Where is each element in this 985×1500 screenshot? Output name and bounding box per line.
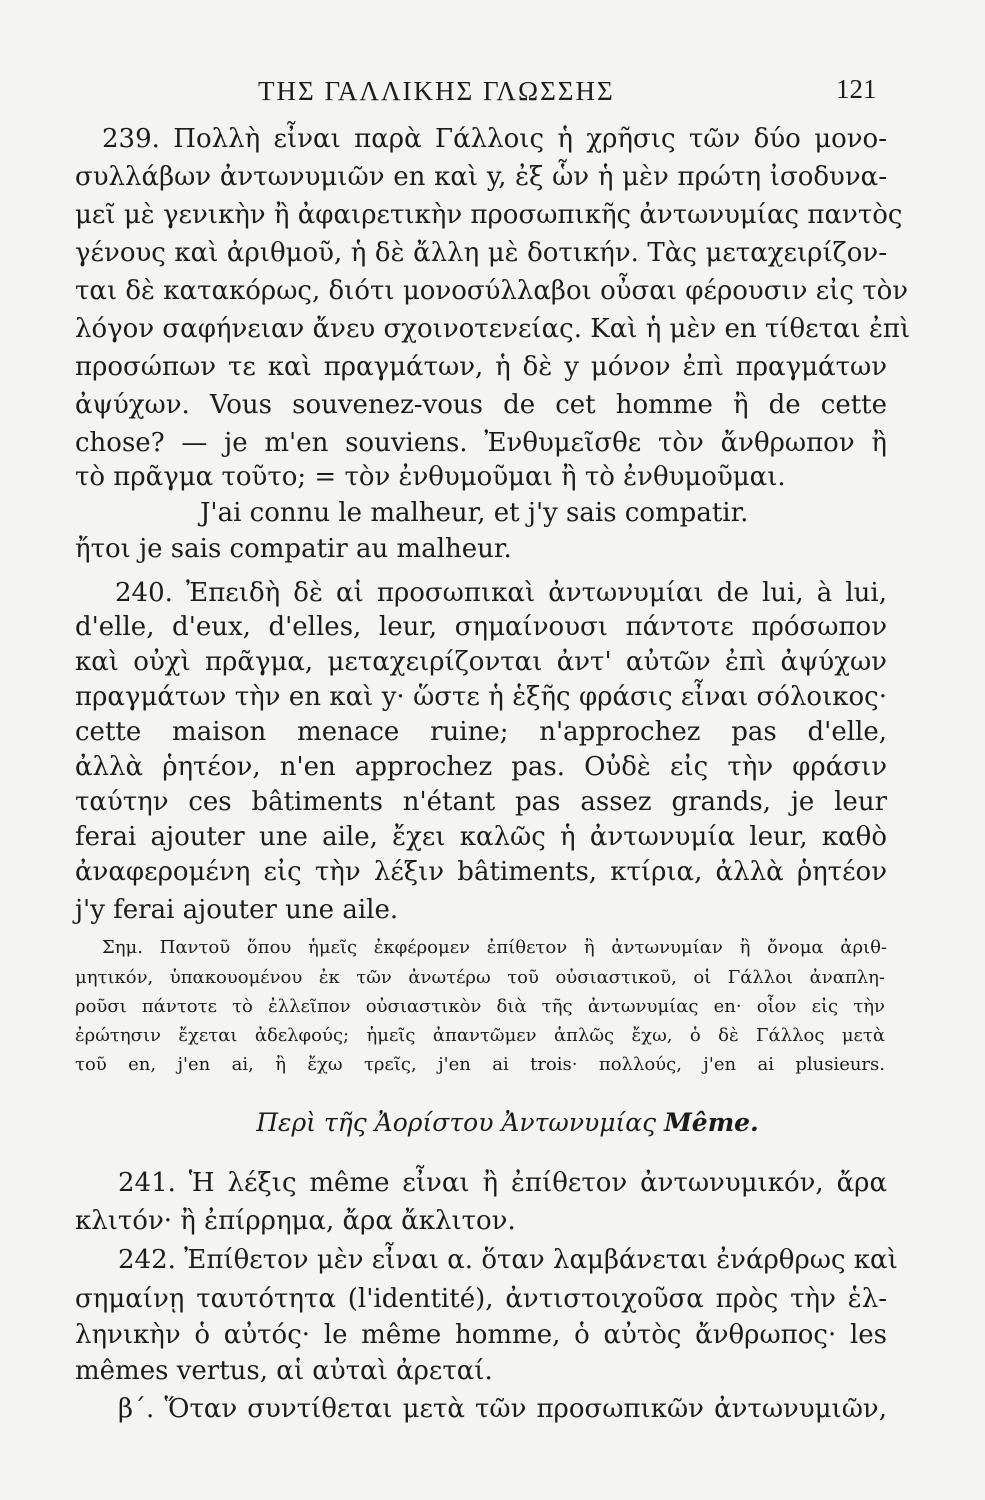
text-line: τὸ πρᾶγμα τοῦτο; = τὸν ἐνθυμοῦμαι ἢ τὸ ἐνθυμοῦμαι. [75, 462, 786, 492]
text-line: 241. Ἡ λέξις même εἶναι ἢ ἐπίθετον ἀντωνυμικόν, ἄρα [118, 1168, 887, 1198]
text-line: j'y ferai ajouter une aile. [75, 895, 399, 925]
page-number: 121 [836, 74, 877, 104]
text-line: γένους καὶ ἀριθμοῦ, ἡ δὲ ἄλλη μὲ δοτικήν. Τὰς μεταχειρίζον- [75, 238, 887, 268]
note-line: ροῦσι πάντοτε τὸ ἐλλεῖπον οὐσιαστικὸν διὰ τῆς ἀντωνυμίας en· οἷον εἰς τὴν [75, 996, 885, 1017]
text-line: ἀλλὰ ῥητέον, n'en approchez pas. Οὐδὲ εἰς τὴν φράσιν [75, 752, 887, 782]
text-line: β΄. Ὅταν συντίθεται μετὰ τῶν προσωπικῶν ἀντωνυμιῶν, [118, 1394, 887, 1424]
section-heading-greek: Περὶ τῆς Ἀορίστου Ἀντωνυμίας [256, 1108, 657, 1137]
text-line: cette maison menace ruine; n'approchez pas d'elle, [75, 717, 887, 747]
text-line: 239. Πολλὴ εἶναι παρὰ Γάλλοις ἡ χρῆσις τῶν δύο μονο- [102, 124, 887, 154]
note-line: τοῦ en, j'en ai, ἢ ἔχω τρεῖς, j'en ai trois· πολλούς, j'en ai plusieurs. [75, 1054, 885, 1075]
note-line: μητικόν, ὑπακουομένου ἐκ τῶν ἀνωτέρω τοῦ οὐσιαστικοῦ, οἱ Γάλλοι ἀναπλη- [75, 967, 885, 988]
text-line: συλλάβων ἀντωνυμιῶν en καὶ y, ἐξ ὧν ἡ μὲν πρώτη ἰσοδυνα- [75, 162, 887, 192]
example-line: J'ai connu le malheur, et j'y sais compatir. [200, 498, 749, 528]
text-line: καὶ οὐχὶ πρᾶγμα, μεταχειρίζονται ἀντ' αὐτῶν ἐπὶ ἀψύχων [75, 647, 887, 677]
text-line: ται δὲ κατακόρως, διότι μονοσύλλαβοι οὖσαι φέρουσιν εἰς τὸν [75, 276, 909, 306]
text-line: ταύτην ces bâtiments n'étant pas assez grands, je leur [75, 787, 887, 817]
text-line: σημαίνῃ ταυτότητα (l'identité), ἀντιστοιχοῦσα πρὸς τὴν ἑλ- [75, 1284, 887, 1314]
text-line: ἤτοι je sais compatir au malheur. [75, 534, 512, 564]
page-header [0, 76, 985, 112]
text-line: κλιτόν· ἢ ἐπίρρημα, ἄρα ἄκλιτον. [75, 1206, 516, 1236]
text-line: προσώπων τε καὶ πραγμάτων, ἡ δὲ y μόνον ἐπὶ πραγμάτων [75, 352, 887, 382]
text-line: λόγον σαφήνειαν ἄνευ σχοινοτενείας. Καὶ ἡ μὲν en τίθεται ἐπὶ [75, 314, 911, 344]
note-line: Σημ. Παντοῦ ὅπου ἡμεῖς ἐκφέρομεν ἐπίθετον ἢ ἀντωνυμίαν ἢ ὄνομα ἀριθ- [102, 937, 887, 958]
section-heading [0, 1108, 985, 1137]
text-line: ferai ajouter une aile, ἔχει καλῶς ἡ ἀντωνυμία leur, καθὸ [75, 822, 887, 852]
text-line: 240. Ἐπειδὴ δὲ αἱ προσωπικαὶ ἀντωνυμίαι de lui, à lui, [115, 578, 887, 608]
text-line: πραγμάτων τὴν en καὶ y· ὥστε ἡ ἑξῆς φράσις εἶναι σόλοικος· [75, 682, 887, 712]
running-head: ΤΗΣ ΓΑΛΛΙΚΗΣ ΓΛΩΣΣΗΣ [258, 76, 615, 106]
text-line: mêmes vertus, αἱ αὐταὶ ἀρεταί. [75, 1356, 493, 1386]
text-line: μεῖ μὲ γενικὴν ἢ ἀφαιρετικὴν προσωπικῆς ἀντωνυμίας παντὸς [75, 200, 903, 230]
text-line: ληνικὴν ὁ αὐτός· le même homme, ὁ αὐτὸς ἄνθρωπος· les [75, 1320, 887, 1350]
text-line: chose? — je m'en souviens. Ἐνθυμεῖσθε τὸν ἄνθρωπον ἢ [75, 428, 887, 458]
section-heading-french: Même. [664, 1108, 759, 1137]
note-line: ἐρώτησιν ἔχεται ἀδελφούς; ἡμεῖς ἀπαντῶμεν ἁπλῶς ἔχω, ὁ δὲ Γάλλος μετὰ [75, 1025, 885, 1046]
text-line: d'elle, d'eux, d'elles, leur, σημαίνουσι πάντοτε πρόσωπον [75, 612, 887, 642]
text-line: ἀψύχων. Vous souvenez-vous de cet homme ἢ de cette [75, 390, 887, 420]
text-line: 242. Ἐπίθετον μὲν εἶναι α. ὅταν λαμβάνεται ἐνάρθρως καὶ [118, 1245, 898, 1275]
text-line: ἀναφερομένη εἰς τὴν λέξιν bâtiments, κτίρια, ἀλλὰ ῥητέον [75, 857, 887, 887]
